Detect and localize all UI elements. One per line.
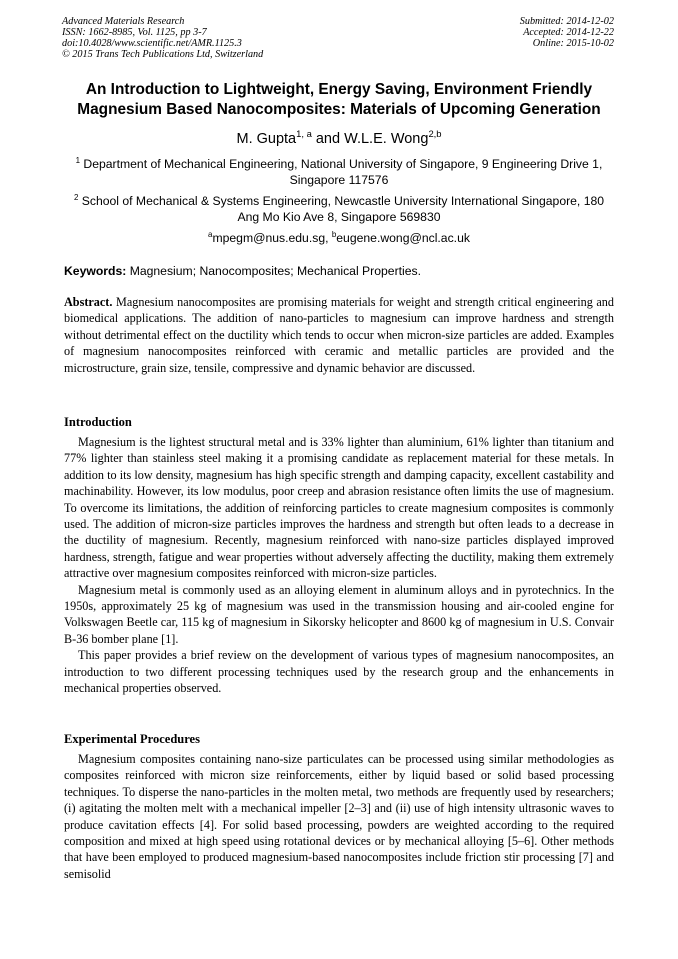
paragraph: Magnesium is the lightest structural metal and is 33% lighter than aluminium, 61% lighter than titanium and 77% lighter than stainless steel making it a promising candidate as replacement material for these metals. In addition to its low density, magnesium has high specific strength and damping capacity, excellent castability and machinability. However, its low modulus, poor creep and abrasion resistance often limits the use of magnesium. To overcome its limitations, the addition of reinforcing particles to create magnesium composites is commonly used. The addition of micron-size particles improves the hardness and strength but often leads to a decrease in the ductility of magnesium. Recently, magnesium reinforced with nano-size particles displayed improved hardness, strength, fatigue and wear properties without adversely affecting the ductility, making them extremely attractive over magnesium composites reinforced with micron-size particles. [64, 435, 614, 581]
author-emails [62, 230, 616, 246]
author-name: W.L.E. Wong [344, 131, 429, 147]
journal-doi: doi:10.4028/www.scientific.net/AMR.1125.3 [62, 38, 242, 49]
journal-issn: ISSN: 1662-8985, Vol. 1125, pp 3-7 [62, 27, 207, 38]
submitted-date: Submitted: 2014-12-02 [519, 16, 614, 27]
affiliation-text: Department of Mechanical Engineering, National University of Singapore, 9 Engineering Drive 1, Singapore 117576 [83, 157, 603, 187]
section-heading: Introduction [64, 415, 132, 429]
journal-copyright: © 2015 Trans Tech Publications Ltd, Switzerland [62, 49, 264, 60]
title-line-1: An Introduction to Lightweight, Energy Saving, Environment Friendly [85, 81, 593, 98]
keywords-label: Keywords: [64, 264, 127, 278]
affiliation-number: 1 [75, 155, 81, 165]
introduction-section [64, 414, 614, 697]
author-affiliation-mark: 2,b [428, 128, 442, 140]
paragraph: Magnesium metal is commonly used as an alloying element in aluminum alloys and in pyrotechnics. In the 1950s, approximately 25 kg of magnesium was used in the transmission housing and air-cooled engine for Volkswagen Beetle car, 115 kg of magnesium in Sikorsky helicopter and 8600 kg of magnesium in U.S. Convair B-36 bomber plane [1]. [64, 582, 614, 646]
paragraph: Magnesium composites containing nano-size particulates can be processed using similar methodologies as composites reinforced with micron size reinforcements, either by liquid based or solid based processing techniques. To disperse the nano-particles in the molten metal, two methods are frequently used by researchers; (i) agitating the molten melt with a mechanical impeller [2–3] and (ii) use of high intensity ultrasonic waves to produce cavitation effects [4]. For solid based processing, powders are weighted according to the required composition and mixed at high speed using rotational devices or by mechanical alloying [5–6]. Other methods that have been employed to produced magnesium-based nanocomposites include friction stir processing [7] and semisolid [64, 752, 614, 881]
title-line-2: Magnesium Based Nanocomposites: Materials of Upcoming Generation [77, 101, 601, 118]
abstract-label: Abstract. [64, 295, 113, 309]
email-address: mpegm@nus.edu.sg, [212, 231, 332, 245]
author-list [40, 130, 638, 148]
abstract [64, 294, 614, 376]
paper-title [40, 80, 638, 120]
keywords-text: Magnesium; Nanocomposites; Mechanical Properties. [126, 264, 421, 278]
author-conjunction: and [311, 131, 345, 147]
author-affiliation-mark: 1, a [296, 128, 312, 140]
submission-dates [520, 16, 614, 49]
accepted-date: Accepted: 2014-12-22 [523, 27, 614, 38]
author-name: M. Gupta [236, 131, 297, 147]
email-address: eugene.wong@ncl.ac.uk [336, 231, 470, 245]
affiliation [62, 193, 616, 225]
email-mark: a [208, 229, 213, 239]
section-heading: Experimental Procedures [64, 732, 200, 746]
paragraph: This paper provides a brief review on the development of various types of magnesium nanocomposites, an introduction to two different processing techniques used by the research group and the enhancements in mechanical properties observed. [64, 648, 614, 696]
email-mark: b [331, 229, 337, 239]
online-date: Online: 2015-10-02 [532, 38, 614, 49]
affiliation [62, 156, 616, 188]
experimental-section [64, 731, 614, 882]
affiliation-number: 2 [73, 192, 79, 202]
keywords [64, 263, 614, 279]
abstract-text: Magnesium nanocomposites are promising materials for weight and strength critical engineering and biomedical applications. The addition of nano-particles to magnesium can improve hardness and strength without detrimental effect on the ductility which tends to occur when micron-size particles are added. Examples of magnesium nanocomposites reinforced with ceramic and metallic particles are provided and the microstructure, grain size, tensile, compressive and dynamic behavior are discussed. [64, 295, 614, 375]
affiliation-text: School of Mechanical & Systems Engineering, Newcastle University International Singapore, 180 Ang Mo Kio Ave 8, Singapore 569830 [81, 194, 605, 224]
journal-info [62, 16, 263, 60]
journal-name: Advanced Materials Research [62, 16, 185, 27]
